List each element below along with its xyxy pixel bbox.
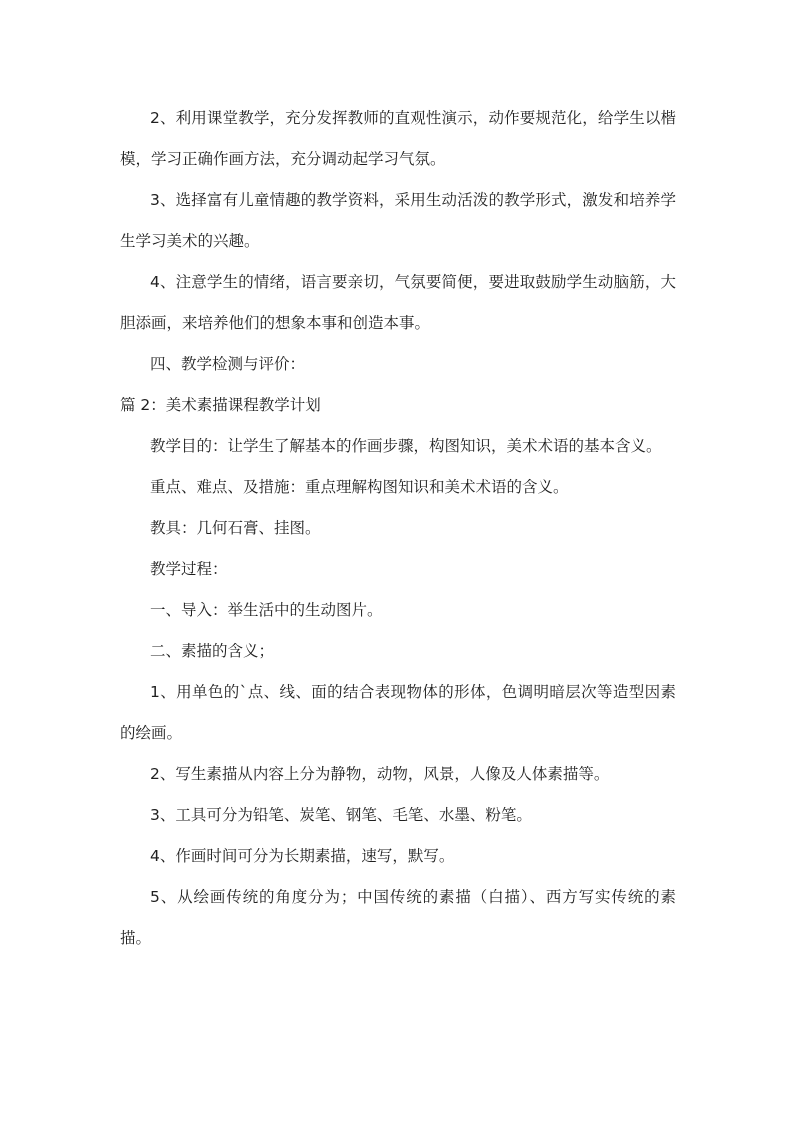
paragraph-introduction: 一、导入：举生活中的生动图片。 (150, 601, 383, 619)
paragraph-student-emotion: 4、注意学生的情绪，语言要亲切，气氛要简便，要进取鼓励学生动脑筋，大胆添画，来培养他们的想象本事和创造本事。 (120, 273, 676, 332)
list-item-1: 1、用单色的`点、线、面的结合表现物体的形体，色调明暗层次等造型因素的绘画。 (120, 683, 676, 742)
paragraph-key-points: 重点、难点、及措施：重点理解构图知识和美术术语的含义。 (150, 478, 569, 496)
section-heading-evaluation: 四、教学检测与评价： (150, 355, 306, 373)
document-page (120, 98, 676, 959)
paragraph-teaching-materials: 3、选择富有儿童情趣的教学资料，采用生动活泼的教学形式，激发和培养学生学习美术的兴趣。 (120, 191, 676, 250)
paragraph-teaching-aids: 教具：几何石膏、挂图。 (150, 519, 321, 537)
paragraph-teaching-goal: 教学目的：让学生了解基本的作画步骤，构图知识，美术术语的基本含义。 (150, 437, 662, 455)
paragraph-teaching-demo: 2、利用课堂教学，充分发挥教师的直观性演示，动作要规范化，给学生以楷模，学习正确作画方法，充分调动起学习气氛。 (120, 109, 676, 168)
list-item-2: 2、写生素描从内容上分为静物，动物，风景，人像及人体素描等。 (150, 765, 610, 783)
article-title: 篇 2：美术素描课程教学计划 (120, 396, 321, 414)
list-item-3: 3、工具可分为铅笔、炭笔、钢笔、毛笔、水墨、粉笔。 (150, 806, 532, 824)
list-item-5: 5、从绘画传统的角度分为；中国传统的素描（白描）、西方写实传统的素描。 (120, 888, 676, 947)
paragraph-teaching-process: 教学过程： (150, 560, 228, 578)
paragraph-sketch-meaning: 二、素描的含义； (150, 642, 275, 660)
list-item-4: 4、作画时间可分为长期素描，速写，默写。 (150, 847, 455, 865)
